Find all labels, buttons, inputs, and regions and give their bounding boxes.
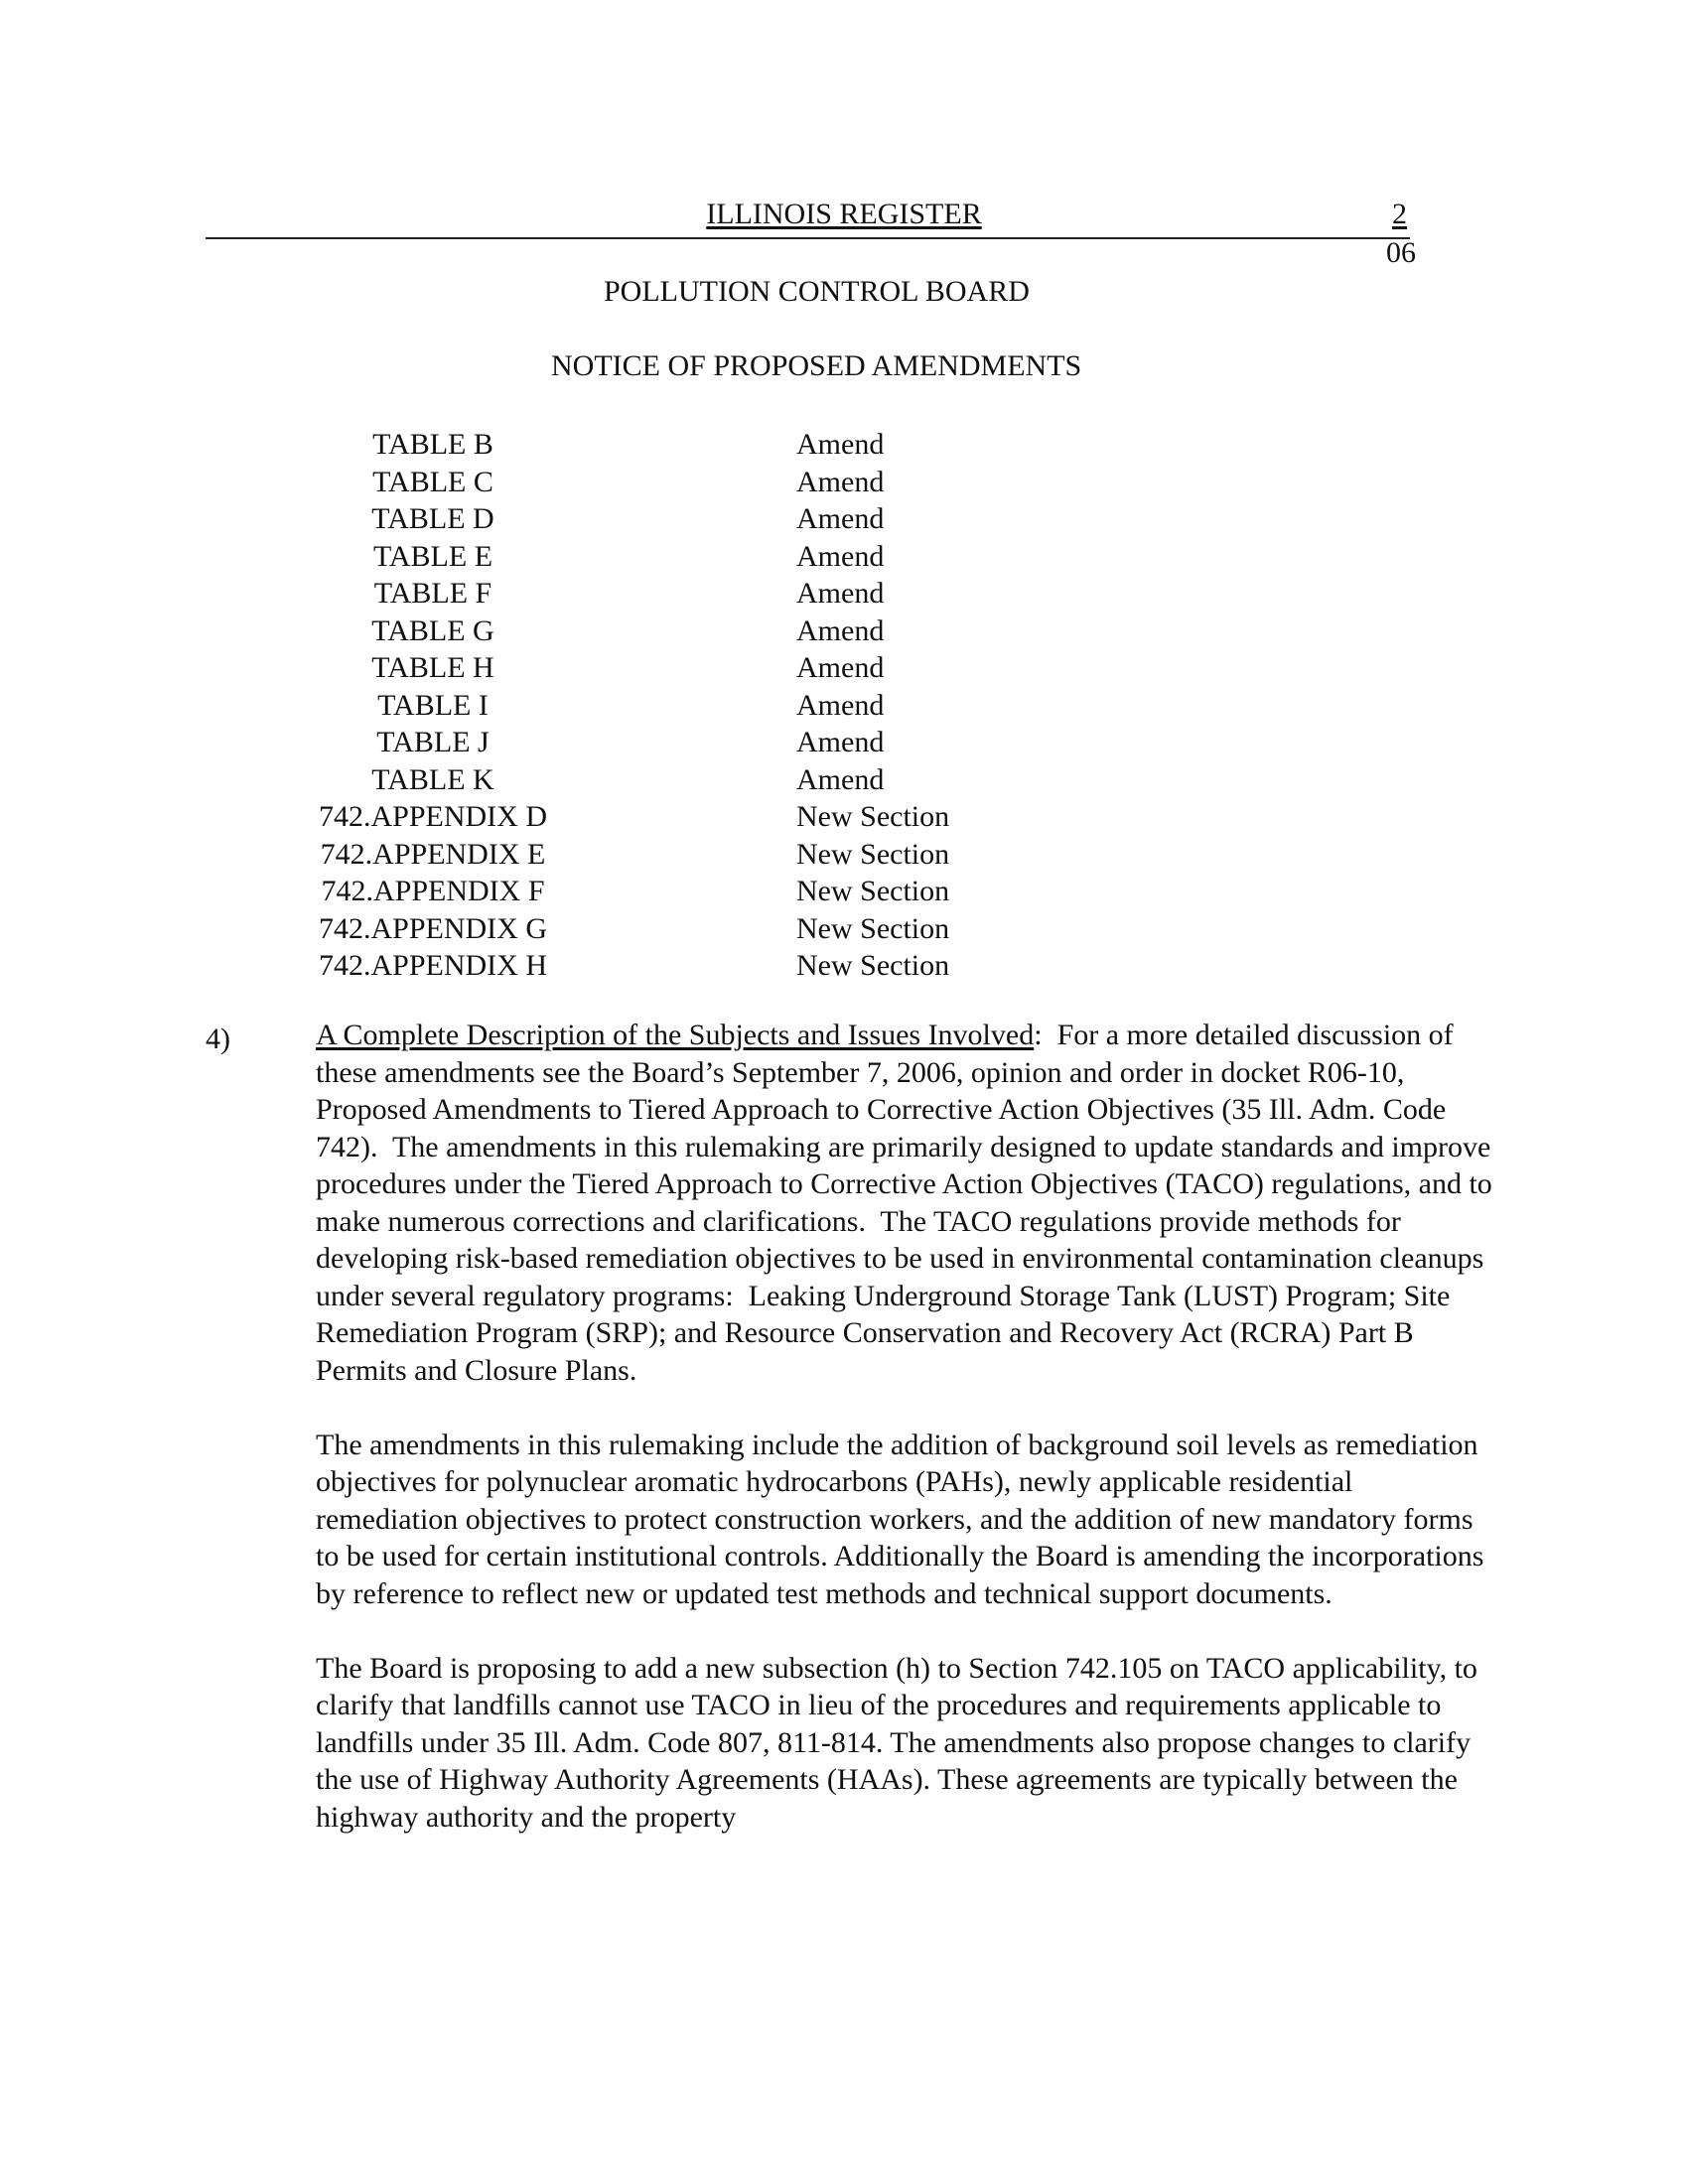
header-rule <box>206 237 1410 239</box>
section-action: Amend <box>796 688 885 722</box>
section-row <box>298 426 1092 464</box>
agency-name: POLLUTION CONTROL BOARD <box>604 275 1030 308</box>
section-name: TABLE C <box>372 465 493 498</box>
section-row <box>298 761 1092 799</box>
section-action: Amend <box>796 651 885 684</box>
page-number: 2 <box>1392 198 1407 230</box>
section-row <box>298 649 1092 687</box>
section-row <box>298 575 1092 613</box>
section-row <box>298 613 1092 650</box>
paragraph <box>316 1017 1500 1389</box>
issue-number: 06 <box>1386 236 1416 269</box>
section-row <box>298 687 1092 725</box>
section-action: Amend <box>796 428 885 461</box>
section-name: TABLE I <box>377 688 489 722</box>
section-name: 742.APPENDIX G <box>318 911 547 945</box>
section-action: Amend <box>796 465 885 498</box>
paragraph: The amendments in this rulemaking include the addition of background soil levels as remediation objectives for polynuclear aromatic hydrocarbons (PAHs), newly applicable residential remediation objectives to protect construction workers, and the addition of new mandatory forms to be used for certain institutional controls. Additionally the Board is amending the incorporations by reference to reflect new or updated test methods and technical support documents. <box>316 1428 1484 1610</box>
section-action: Amend <box>796 502 885 535</box>
item-body <box>316 1017 1500 1873</box>
section-row <box>298 910 1092 948</box>
section-name: TABLE J <box>376 726 490 758</box>
item-heading: A Complete Description of the Subjects and Issues Involved <box>316 1019 1035 1051</box>
section-action: New Section <box>796 800 950 833</box>
section-action: Amend <box>796 762 885 796</box>
section-name: TABLE K <box>371 762 494 796</box>
section-row <box>298 538 1092 576</box>
section-name: 742.APPENDIX E <box>320 837 546 871</box>
item-heading-suffix: : <box>1034 1019 1043 1051</box>
section-row <box>298 464 1092 501</box>
section-name: 742.APPENDIX F <box>321 875 545 907</box>
section-name: 742.APPENDIX D <box>318 800 547 833</box>
section-name: 742.APPENDIX H <box>318 949 547 982</box>
section-name: TABLE D <box>371 502 494 535</box>
section-row <box>298 500 1092 538</box>
section-row <box>298 798 1092 836</box>
section-action: New Section <box>796 837 950 871</box>
section-name: TABLE F <box>373 577 492 610</box>
paragraph-text: For a more detailed discussion of these amendments see the Board’s September 7, 2006, opinion and order in docket R06-10, Proposed Amendments to Tiered Approach to Corrective Action Objectives (35 Ill. Adm. Code 742). The amendments in this rulemaking are primarily designed to update standards and improve procedures under the Tiered Approach to Corrective Action Objectives (TACO) regulations, and to make numerous corrections and clarifications. The TACO regulations provide methods for developing risk-based remediation objectives to be used in environmental contamination cleanups under several regulatory programs: Leaking Underground Storage Tank (LUST) Program; Site Remediation Program (SRP); and Resource Conservation and Recovery Act (RCRA) Part B Permits and Closure Plans. <box>316 1019 1500 1387</box>
section-action: New Section <box>796 911 950 945</box>
section-action: Amend <box>796 577 885 610</box>
paragraph: The Board is proposing to add a new subsection (h) to Section 742.105 on TACO applicability, to clarify that landfills cannot use TACO in lieu of the procedures and requirements applicable to landfills under 35 Ill. Adm. Code 807, 811-814. The amendments also propose changes to clarify the use of Highway Authority Agreements (HAAs). These agreements are typically between the highway authority and the property <box>316 1651 1477 1834</box>
section-name: TABLE H <box>371 651 494 684</box>
notice-title: NOTICE OF PROPOSED AMENDMENTS <box>551 349 1082 382</box>
section-action: Amend <box>796 614 885 647</box>
section-name: TABLE G <box>371 614 494 647</box>
section-row <box>298 724 1092 761</box>
section-action: Amend <box>796 539 885 573</box>
affected-sections-list <box>298 426 1092 985</box>
section-row <box>298 873 1092 910</box>
section-action: New Section <box>796 875 950 907</box>
section-name: TABLE B <box>372 428 493 461</box>
section-row <box>298 947 1092 985</box>
item-number: 4) <box>206 1023 230 1055</box>
section-action: Amend <box>796 726 885 758</box>
section-action: New Section <box>796 949 950 982</box>
register-title: ILLINOIS REGISTER <box>706 198 982 230</box>
section-name: TABLE E <box>372 539 493 573</box>
section-row <box>298 836 1092 874</box>
